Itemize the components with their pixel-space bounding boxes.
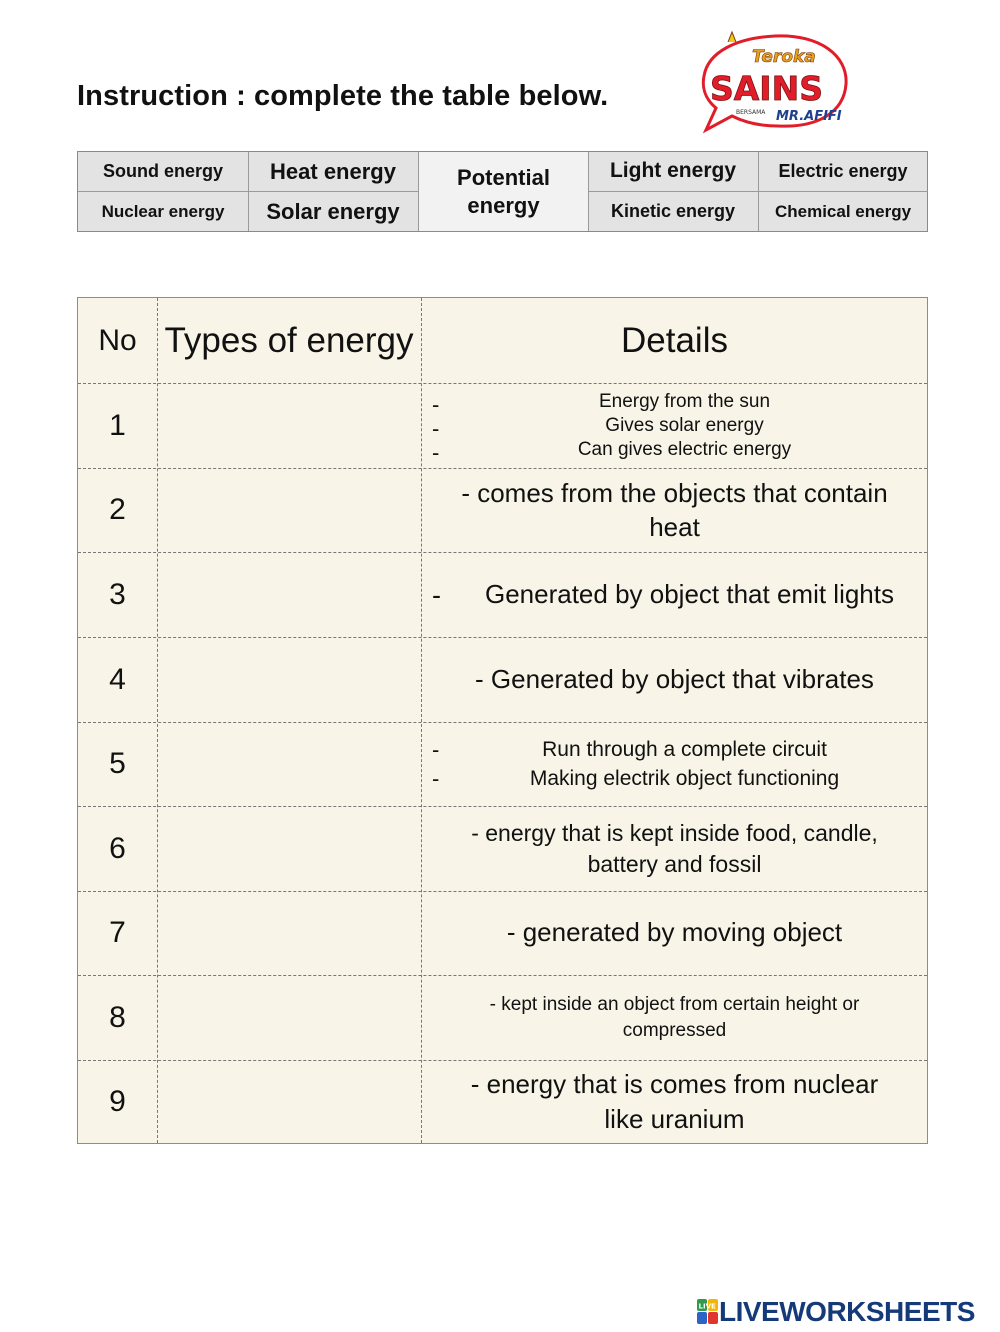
details-cell [422,806,927,891]
type-answer-field[interactable] [157,807,421,891]
details-cell [422,468,927,552]
type-answer-field[interactable] [157,892,421,975]
detail-line: Energy from the sun [598,390,771,412]
logo-line3: BERSAMA [736,109,766,116]
detail-line: - energy that is comes from nuclear [470,1069,879,1099]
details-cell [422,975,927,1060]
row-number: 8 [109,1000,126,1034]
type-answer-field[interactable] [157,1061,421,1144]
word-kinetic-energy: Kinetic energy [610,201,736,222]
liveworksheets-brand: LIVEWORKSHEETS [719,1296,975,1327]
word-light-energy: Light energy [609,159,736,183]
row-number: 5 [109,747,126,780]
instruction-heading: Instruction : complete the table below. [77,80,609,112]
detail-line: - Generated by object that vibrates [475,663,874,694]
row-number: 1 [109,408,126,442]
detail-line: - generated by moving object [506,917,843,948]
detail-line: Making electrik object functioning [529,767,840,790]
type-answer-field[interactable] [157,384,421,468]
svg-text:LIVE: LIVE [698,1302,716,1311]
word-sound-energy: Sound energy [102,161,223,182]
type-answer-field[interactable] [157,723,421,806]
bullet-dash: - [432,440,440,465]
word-potential-line1: Potential [457,165,550,190]
detail-line: Gives solar energy [605,414,764,436]
detail-line: - energy that is kept inside food, candle, [471,819,878,846]
logo-line1: Teroka [752,47,816,67]
row-number: 2 [109,493,126,526]
header-details: Details [621,320,728,360]
bullet-dash: - [432,737,440,762]
word-bank [77,151,928,232]
detail-line: battery and fossil [587,850,762,877]
type-answer-field[interactable] [157,638,421,722]
word-nuclear-energy: Nuclear energy [101,201,225,221]
energy-table [77,297,928,1144]
bullet-dash: - [432,392,440,417]
liveworksheets-footer[interactable] [697,1297,975,1327]
word-solar-energy: Solar energy [266,198,400,224]
details-cell [422,891,927,975]
logo-line4: MR.AFIFI [776,109,842,124]
word-potential-line2: energy [467,192,540,218]
word-potential-energy [419,152,588,231]
detail-line: Run through a complete circuit [542,738,827,761]
bullet-dash: - [432,416,440,441]
header-types-of-energy: Types of energy [164,320,414,360]
teroka-sains-logo [700,28,850,136]
row-number: 4 [109,662,126,696]
liveworksheets-logo-icon [697,1299,719,1325]
bullet-dash: - [432,766,440,791]
details-cell [422,1060,927,1144]
detail-line: Can gives electric energy [577,438,792,460]
header-no: No [98,323,137,357]
word-heat-energy: Heat energy [270,158,396,184]
details-cell [422,552,927,637]
details-cell [422,722,927,806]
detail-line: - comes from the objects that contain [461,478,888,508]
detail-line: Generated by object that emit lights [484,578,894,609]
details-cell [422,637,927,722]
word-chemical-energy: Chemical energy [774,201,912,221]
row-number: 3 [109,577,126,611]
type-answer-field[interactable] [157,553,421,637]
row-number: 9 [109,1085,126,1118]
detail-line: heat [649,512,700,542]
row-number: 7 [109,916,126,949]
word-electric-energy: Electric energy [778,161,908,182]
detail-line: like uranium [604,1104,745,1134]
details-cell [422,383,927,468]
detail-line: compressed [622,1019,727,1041]
detail-line: - kept inside an object from certain height or [489,993,860,1015]
row-number: 6 [109,831,126,865]
bullet-dash: - [432,580,441,610]
type-answer-field[interactable] [157,976,421,1060]
type-answer-field[interactable] [157,469,421,552]
logo-line2: SAINS [710,69,823,108]
